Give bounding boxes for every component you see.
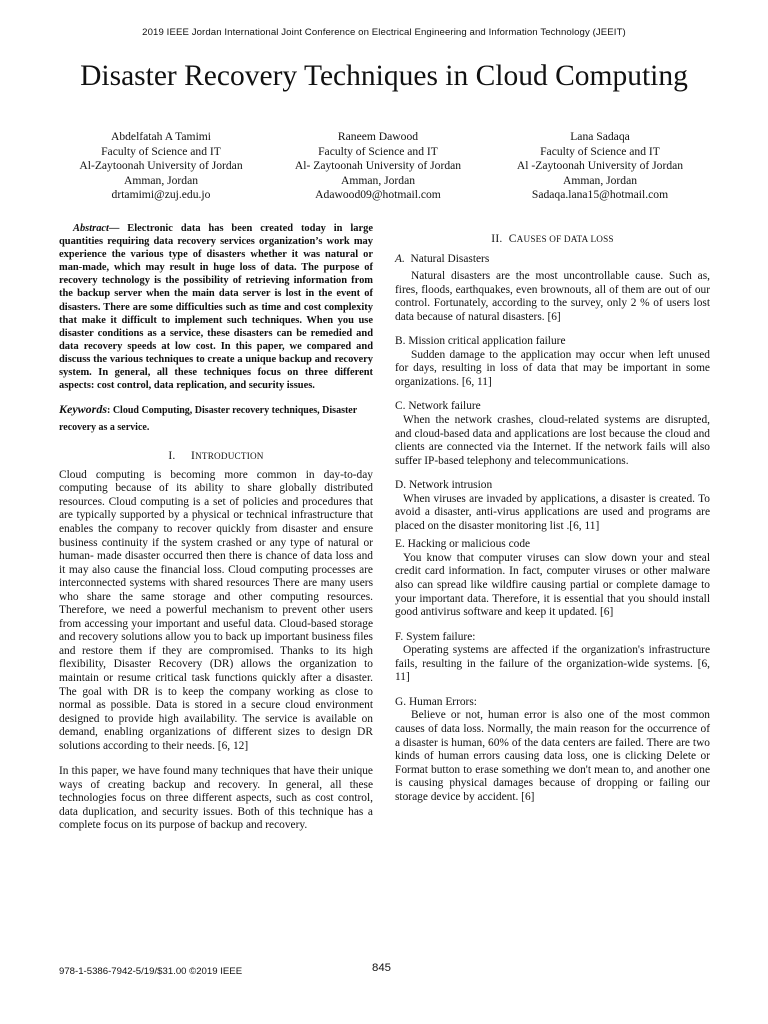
intro-paragraph-1: Cloud computing is becoming more common in day-to-day computing because of its ability to share globally distributed resources. Cloud computing is a set of policies and procedures that are typically supported by a physical or technical infrastructure that enables the company to recover quickly from disaster and ensure business continuity if the system crashed or any type of natural or human- made disaster occurred then there is chance of data loss and it may also cause the financial loss. Cloud computing processes are interconnected systems with shared resources There are many users who share the same storage and other computing resources. Therefore, we need a powerful mechanism to prevent other users from accessing your important and useful data. Cloud-based storage and recovery solutions allow you to back up important business files and restore them if they are compromised. Thanks to its high flexibility, Disaster Recovery (DR) allows the organization to maintain or resume critical task functions quickly after a disaster. The goal with DR is to keep the company working as close to normal as possible. Data is stored in a secure cloud environment designed to provide high availability. The service is available on demand, enabling organizations of different sizes to design DR solutions according to their needs. [6, 12] xyxy=(59,468,373,752)
subsection-letter: A. xyxy=(395,252,405,265)
subsection-title: Network intrusion xyxy=(408,479,493,492)
subsection-title: Network failure xyxy=(408,400,481,413)
author-3 xyxy=(485,130,715,203)
subsection-heading xyxy=(395,538,710,552)
subsection-heading xyxy=(395,696,710,710)
section-number: I. xyxy=(168,449,176,463)
section-title-rest: AUSES OF DATA LOSS xyxy=(516,234,614,244)
author-univ: Al-Zaytoonah University of Jordan xyxy=(79,159,243,172)
footer-isbn: 978-1-5386-7942-5/19/$31.00 ©2019 IEEE xyxy=(59,966,243,977)
author-name: Raneem Dawood xyxy=(337,130,419,143)
subsection-text: Sudden damage to the application may occur when left unused for days, resulting in loss of data that may be important in some organizations. [6, 11] xyxy=(395,348,710,388)
subsection-letter: F. xyxy=(395,630,404,643)
subsection-heading xyxy=(395,253,710,267)
subsection-letter: B. xyxy=(395,335,406,348)
subsection-heading xyxy=(395,631,710,645)
author-dept: Faculty of Science and IT xyxy=(540,144,660,158)
subsection-title: Hacking or malicious code xyxy=(407,538,531,551)
right-column xyxy=(395,222,710,804)
author-dept: Faculty of Science and IT xyxy=(101,144,221,158)
author-email: Adawood09@hotmail.com xyxy=(315,188,441,201)
section-heading-causes xyxy=(395,232,710,247)
author-name: Abdelfatah A Tamimi xyxy=(110,130,212,143)
subsection-text: When the network crashes, cloud-related systems are disrupted, and cloud-based data and applications are lost because the cloud and clients are connected via the Internet. If the network fails will also suffer IP-based telephony and telecommunications. xyxy=(395,414,710,467)
author-dept: Faculty of Science and IT xyxy=(318,144,438,158)
author-univ: Al- Zaytoonah University of Jordan xyxy=(294,159,462,172)
subsection-title: Natural Disasters xyxy=(410,252,490,265)
paper-title: Disaster Recovery Techniques in Cloud Computing xyxy=(80,60,688,92)
subsection-text: You know that computer viruses can slow down your and steal credit card information. In fact, computer viruses or other malware also can spread like wildfire causing partial or complete damage to your important data. Therefore, it is essential that you should install good antivirus software and keep it updated. [6] xyxy=(395,551,710,619)
author-city: Amman, Jordan xyxy=(562,173,638,187)
subsection-letter: E. xyxy=(395,538,405,551)
section-heading-introduction xyxy=(59,449,373,464)
abstract xyxy=(59,222,373,392)
section-title-initial: I xyxy=(191,449,196,463)
subsection-title: Human Errors: xyxy=(408,695,477,708)
abstract-lead: Abstract— xyxy=(73,223,120,234)
subsection-text: Natural disasters are the most uncontrollable cause. Such as, fires, floods, earthquakes, even brownouts, all of them are out of our control. Fortunately, according to the survey, only 2 % of users lost data because of natural disasters. [6] xyxy=(395,270,710,323)
author-email: drtamimi@zuj.edu.jo xyxy=(111,188,211,201)
section-title-initial: C xyxy=(508,232,517,245)
subsection-text: Operating systems are affected if the organization's infrastructure fails, resulting in the failure of the organization-wide systems. [6, 11] xyxy=(395,644,710,684)
author-univ: Al -Zaytoonah University of Jordan xyxy=(516,159,684,172)
author-1 xyxy=(46,130,276,203)
author-email: Sadaqa.lana15@hotmail.com xyxy=(531,188,669,201)
author-name: Lana Sadaqa xyxy=(570,130,630,143)
subsection-letter: C. xyxy=(395,400,406,413)
author-city: Amman, Jordan xyxy=(123,173,199,187)
subsection-letter: D. xyxy=(395,479,407,492)
subsection-title: System failure: xyxy=(406,630,476,643)
abstract-text: Electronic data has been created today in large quantities requiring data recovery services organization’s work may experience the various type of disasters whether it was natural or man-made, which may result in huge loss of data. The purpose of recovery technology is the possibility of retrieving information from the backup server when the main data server is lost in the event of disasters. There are some difficulties such as time and cost complexity that make it difficult to implement such techniques. When you use disaster conditions as a service, these disasters can be remedied and data recovery speeds at low cost. In this paper, we compared and discuss the various techniques to create a unique backup and recovery system. In general, all these techniques focus on three different aspects: cost control, data replication, and security issues. xyxy=(59,223,373,392)
keywords-label: Keywords xyxy=(59,402,107,417)
subsection-heading xyxy=(395,335,710,349)
subsection-text: When viruses are invaded by applications, a disaster is created. To avoid a disaster, anti-virus applications are used and programs are placed on the disaster monitoring list .[6, 11] xyxy=(395,492,710,532)
subsection-text: Believe or not, human error is also one of the most common causes of data loss. Normally, the main reason for the occurrence of a disaster is human, 60% of the data centers are failed. There are two kinds of human errors causing data loss, one is clicking Delete or Format button to erase something we don't mean to, and another one is causing physical damages because of dropping or failing our storage device by accident. [6] xyxy=(395,709,710,803)
conference-header: 2019 IEEE Jordan International Joint Conference on Electrical Engineering and Information Technology (JEEIT) xyxy=(142,27,626,38)
left-column xyxy=(59,222,373,833)
intro-paragraph-2: In this paper, we have found many techniques that have their unique ways of creating backup and recovery. In general, all these technologies focus on three different aspects, such as cost control, data duplication, and security issues. Both of this technique has a complete focus on its purpose of backup and recovery. xyxy=(59,765,373,832)
section-title-rest: NTRODUCTION xyxy=(195,451,264,462)
keywords-text: : Cloud Computing, Disaster recovery techniques, Disaster recovery as a service. xyxy=(59,405,357,434)
subsection-letter: G. xyxy=(395,695,407,708)
author-2 xyxy=(263,130,493,203)
section-number: II. xyxy=(491,232,503,245)
subsection-heading xyxy=(395,400,710,414)
author-city: Amman, Jordan xyxy=(340,173,416,187)
subsection-title: Mission critical application failure xyxy=(408,335,566,348)
keywords xyxy=(59,401,373,436)
subsection-heading xyxy=(395,479,710,493)
page-number: 845 xyxy=(372,962,392,974)
